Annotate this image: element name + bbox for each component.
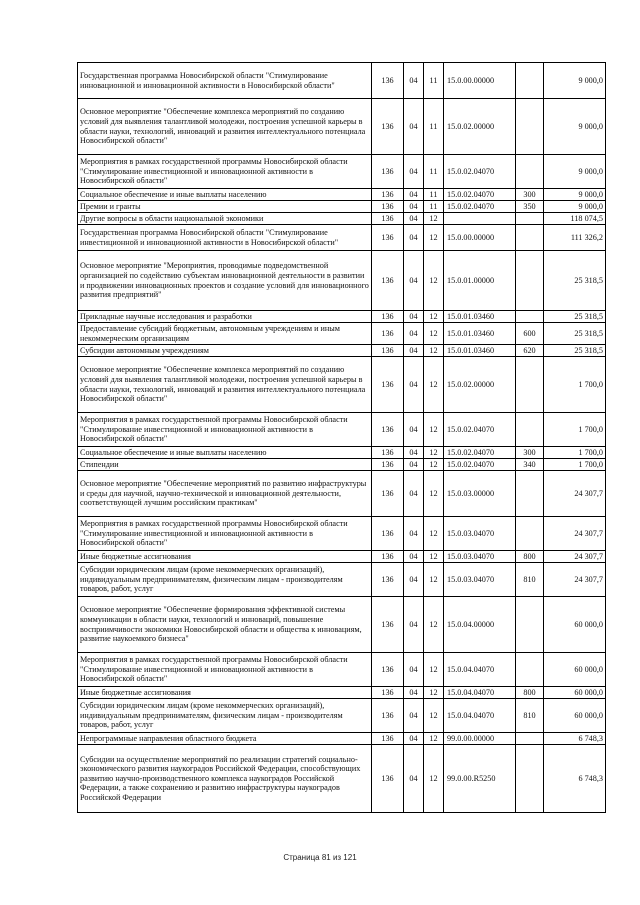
cell-sum: 24 307,7 — [544, 471, 606, 517]
cell-sum: 25 318,5 — [544, 251, 606, 311]
cell-sum: 1 700,0 — [544, 357, 606, 413]
cell-sum: 24 307,7 — [544, 517, 606, 551]
cell-vr: 300 — [516, 189, 544, 201]
cell-csr: 15.0.01.03460 — [444, 345, 516, 357]
cell-vr: 340 — [516, 459, 544, 471]
row-name: Субсидии на осуществление мероприятий по реализации стратегий социально-экономического развития наукоградов Российской Федерации, способствующих развитию научно-производственного комплекса наукоградов Российской Федерации, а также сохранению и развитию инфраструктуры наукоградов Российской Федерации — [78, 745, 372, 813]
cell-pr: 11 — [424, 189, 444, 201]
cell-rz: 04 — [404, 699, 424, 733]
cell-ved: 136 — [372, 413, 404, 447]
cell-sum: 25 318,5 — [544, 323, 606, 345]
cell-sum: 1 700,0 — [544, 447, 606, 459]
cell-vr: 350 — [516, 201, 544, 213]
cell-ved: 136 — [372, 653, 404, 687]
cell-rz: 04 — [404, 687, 424, 699]
cell-rz: 04 — [404, 201, 424, 213]
cell-ved: 136 — [372, 517, 404, 551]
table-row — [78, 745, 606, 813]
cell-rz: 04 — [404, 213, 424, 225]
cell-ved: 136 — [372, 699, 404, 733]
cell-rz: 04 — [404, 63, 424, 99]
cell-ved: 136 — [372, 311, 404, 323]
cell-vr — [516, 63, 544, 99]
row-name: Мероприятия в рамках государственной программы Новосибирской области "Стимулирование инвестиционной и инновационной активности в Новосибирской области" — [78, 653, 372, 687]
cell-vr — [516, 213, 544, 225]
row-name: Иные бюджетные ассигнования — [78, 687, 372, 699]
cell-sum: 60 000,0 — [544, 687, 606, 699]
cell-csr: 15.0.00.00000 — [444, 63, 516, 99]
cell-vr — [516, 225, 544, 251]
cell-pr: 12 — [424, 699, 444, 733]
cell-vr: 620 — [516, 345, 544, 357]
cell-sum: 24 307,7 — [544, 551, 606, 563]
cell-pr: 12 — [424, 345, 444, 357]
cell-sum: 9 000,0 — [544, 201, 606, 213]
cell-pr: 12 — [424, 213, 444, 225]
table-row — [78, 323, 606, 345]
cell-rz: 04 — [404, 323, 424, 345]
cell-ved: 136 — [372, 563, 404, 597]
row-name: Основное мероприятие "Обеспечение формирования эффективной системы коммуникации в области науки, технологий и инноваций, повышение восприимчивости экономики Новосибирской области и общества к инновациям, развитие наукоемкого бизнеса" — [78, 597, 372, 653]
cell-ved: 136 — [372, 551, 404, 563]
cell-csr — [444, 213, 516, 225]
cell-csr: 15.0.01.03460 — [444, 323, 516, 345]
cell-vr: 600 — [516, 323, 544, 345]
table-row — [78, 687, 606, 699]
budget-table — [77, 62, 606, 813]
cell-pr: 11 — [424, 201, 444, 213]
cell-ved: 136 — [372, 357, 404, 413]
row-name: Премии и гранты — [78, 201, 372, 213]
table-row — [78, 471, 606, 517]
cell-csr: 15.0.03.04070 — [444, 563, 516, 597]
table-row — [78, 699, 606, 733]
cell-vr — [516, 745, 544, 813]
cell-sum: 6 748,3 — [544, 733, 606, 745]
cell-pr: 12 — [424, 459, 444, 471]
cell-csr: 15.0.04.04070 — [444, 699, 516, 733]
cell-csr: 15.0.02.00000 — [444, 99, 516, 155]
cell-csr: 15.0.02.04070 — [444, 447, 516, 459]
cell-csr: 15.0.02.04070 — [444, 413, 516, 447]
row-name: Субсидии юридическим лицам (кроме некоммерческих организаций), индивидуальным предпринимателям, физическим лицам - производителям товаров, работ, услуг — [78, 563, 372, 597]
cell-rz: 04 — [404, 597, 424, 653]
table-row — [78, 597, 606, 653]
cell-rz: 04 — [404, 745, 424, 813]
cell-rz: 04 — [404, 99, 424, 155]
cell-rz: 04 — [404, 471, 424, 517]
cell-ved: 136 — [372, 99, 404, 155]
cell-ved: 136 — [372, 459, 404, 471]
cell-ved: 136 — [372, 189, 404, 201]
table-row — [78, 357, 606, 413]
row-name: Социальное обеспечение и иные выплаты населению — [78, 189, 372, 201]
cell-ved: 136 — [372, 251, 404, 311]
table-row — [78, 459, 606, 471]
cell-vr — [516, 517, 544, 551]
cell-pr: 11 — [424, 63, 444, 99]
cell-csr: 99.0.00.R5250 — [444, 745, 516, 813]
cell-vr — [516, 733, 544, 745]
cell-csr: 15.0.02.04070 — [444, 459, 516, 471]
cell-ved: 136 — [372, 201, 404, 213]
table-row — [78, 551, 606, 563]
row-name: Стипендии — [78, 459, 372, 471]
cell-csr: 15.0.04.00000 — [444, 597, 516, 653]
cell-vr — [516, 471, 544, 517]
cell-csr: 15.0.03.04070 — [444, 551, 516, 563]
table-row — [78, 345, 606, 357]
cell-sum: 9 000,0 — [544, 189, 606, 201]
cell-pr: 12 — [424, 413, 444, 447]
cell-sum: 1 700,0 — [544, 459, 606, 471]
cell-ved: 136 — [372, 345, 404, 357]
row-name: Основное мероприятие "Обеспечение мероприятий по развитию инфраструктуры и среды для научной, научно-технической и инновационной деятельности, соответствующей лучшим российским практикам" — [78, 471, 372, 517]
table-row — [78, 447, 606, 459]
row-name: Иные бюджетные ассигнования — [78, 551, 372, 563]
cell-pr: 12 — [424, 517, 444, 551]
table-row — [78, 311, 606, 323]
cell-csr: 15.0.02.04070 — [444, 201, 516, 213]
cell-ved: 136 — [372, 447, 404, 459]
table-row — [78, 189, 606, 201]
cell-ved: 136 — [372, 687, 404, 699]
row-name: Другие вопросы в области национальной экономики — [78, 213, 372, 225]
cell-sum: 6 748,3 — [544, 745, 606, 813]
cell-pr: 12 — [424, 745, 444, 813]
row-name: Непрограммные направления областного бюджета — [78, 733, 372, 745]
table-row — [78, 225, 606, 251]
cell-ved: 136 — [372, 225, 404, 251]
cell-vr: 810 — [516, 699, 544, 733]
row-name: Мероприятия в рамках государственной программы Новосибирской области "Стимулирование инвестиционной и инновационной активности в Новосибирской области" — [78, 517, 372, 551]
row-name: Социальное обеспечение и иные выплаты населению — [78, 447, 372, 459]
cell-rz: 04 — [404, 447, 424, 459]
cell-ved: 136 — [372, 155, 404, 189]
table-row — [78, 63, 606, 99]
cell-csr: 15.0.00.00000 — [444, 225, 516, 251]
cell-vr — [516, 251, 544, 311]
cell-ved: 136 — [372, 597, 404, 653]
cell-pr: 11 — [424, 99, 444, 155]
cell-csr: 15.0.04.04070 — [444, 653, 516, 687]
cell-csr: 15.0.03.00000 — [444, 471, 516, 517]
cell-sum: 25 318,5 — [544, 345, 606, 357]
cell-pr: 12 — [424, 733, 444, 745]
table-row — [78, 733, 606, 745]
cell-sum: 60 000,0 — [544, 653, 606, 687]
cell-sum: 9 000,0 — [544, 63, 606, 99]
cell-vr — [516, 413, 544, 447]
cell-rz: 04 — [404, 155, 424, 189]
cell-rz: 04 — [404, 357, 424, 413]
page-number: Страница 81 из 121 — [283, 853, 357, 862]
cell-rz: 04 — [404, 733, 424, 745]
row-name: Предоставление субсидий бюджетным, автономным учреждениям и иным некоммерческим организациям — [78, 323, 372, 345]
cell-sum: 25 318,5 — [544, 311, 606, 323]
cell-sum: 118 074,5 — [544, 213, 606, 225]
cell-vr — [516, 99, 544, 155]
cell-rz: 04 — [404, 311, 424, 323]
cell-vr — [516, 357, 544, 413]
cell-rz: 04 — [404, 563, 424, 597]
cell-ved: 136 — [372, 323, 404, 345]
table-row — [78, 251, 606, 311]
cell-ved: 136 — [372, 745, 404, 813]
cell-vr — [516, 311, 544, 323]
row-name: Мероприятия в рамках государственной программы Новосибирской области "Стимулирование инвестиционной и инновационной активности в Новосибирской области" — [78, 413, 372, 447]
cell-ved: 136 — [372, 471, 404, 517]
cell-pr: 11 — [424, 155, 444, 189]
cell-pr: 12 — [424, 653, 444, 687]
cell-ved: 136 — [372, 213, 404, 225]
cell-pr: 12 — [424, 251, 444, 311]
table-row — [78, 99, 606, 155]
cell-csr: 15.0.01.03460 — [444, 311, 516, 323]
cell-pr: 12 — [424, 687, 444, 699]
table-row — [78, 201, 606, 213]
cell-sum: 60 000,0 — [544, 699, 606, 733]
row-name: Субсидии автономным учреждениям — [78, 345, 372, 357]
cell-csr: 15.0.04.04070 — [444, 687, 516, 699]
cell-sum: 1 700,0 — [544, 413, 606, 447]
cell-pr: 12 — [424, 563, 444, 597]
cell-rz: 04 — [404, 517, 424, 551]
cell-pr: 12 — [424, 447, 444, 459]
row-name: Прикладные научные исследования и разработки — [78, 311, 372, 323]
table-row — [78, 563, 606, 597]
cell-rz: 04 — [404, 413, 424, 447]
cell-sum: 60 000,0 — [544, 597, 606, 653]
cell-csr: 15.0.02.04070 — [444, 189, 516, 201]
cell-rz: 04 — [404, 653, 424, 687]
cell-csr: 15.0.03.04070 — [444, 517, 516, 551]
cell-sum: 24 307,7 — [544, 563, 606, 597]
cell-rz: 04 — [404, 345, 424, 357]
cell-vr: 800 — [516, 687, 544, 699]
cell-pr: 12 — [424, 225, 444, 251]
cell-pr: 12 — [424, 551, 444, 563]
cell-ved: 136 — [372, 733, 404, 745]
table-row — [78, 517, 606, 551]
row-name: Основное мероприятие "Обеспечение комплекса мероприятий по созданию условий для выявления талантливой молодежи, построения успешной карьеры в области науки, технологий, инноваций и развития интеллектуального потенциала Новосибирской области" — [78, 357, 372, 413]
cell-pr: 12 — [424, 597, 444, 653]
cell-sum: 9 000,0 — [544, 155, 606, 189]
cell-ved: 136 — [372, 63, 404, 99]
row-name: Государственная программа Новосибирской области "Стимулирование инновационной и инновационной активности в Новосибирской области" — [78, 63, 372, 99]
row-name: Мероприятия в рамках государственной программы Новосибирской области "Стимулирование инвестиционной и инновационной активности в Новосибирской области" — [78, 155, 372, 189]
cell-rz: 04 — [404, 225, 424, 251]
cell-rz: 04 — [404, 459, 424, 471]
row-name: Основное мероприятие "Обеспечение комплекса мероприятий по созданию условий для выявления талантливой молодежи, построения успешной карьеры в области науки, технологий, инноваций и развития интеллектуального потенциала Новосибирской области" — [78, 99, 372, 155]
cell-vr — [516, 653, 544, 687]
cell-csr: 15.0.02.00000 — [444, 357, 516, 413]
cell-vr: 800 — [516, 551, 544, 563]
cell-vr — [516, 155, 544, 189]
cell-csr: 15.0.02.04070 — [444, 155, 516, 189]
cell-vr — [516, 597, 544, 653]
cell-rz: 04 — [404, 551, 424, 563]
table-body — [78, 63, 606, 813]
cell-pr: 12 — [424, 311, 444, 323]
cell-sum: 9 000,0 — [544, 99, 606, 155]
cell-pr: 12 — [424, 357, 444, 413]
table-row — [78, 155, 606, 189]
cell-rz: 04 — [404, 251, 424, 311]
row-name: Государственная программа Новосибирской области "Стимулирование инвестиционной и инновационной активности в Новосибирской области" — [78, 225, 372, 251]
cell-pr: 12 — [424, 471, 444, 517]
row-name: Основное мероприятие "Мероприятия, проводимые подведомственной организацией по содействию субъектам инновационной деятельности в развитии и продвижении инновационных проектов и создание условий для инновационного развития предприятий" — [78, 251, 372, 311]
cell-rz: 04 — [404, 189, 424, 201]
cell-vr: 810 — [516, 563, 544, 597]
cell-vr: 300 — [516, 447, 544, 459]
cell-csr: 15.0.01.00000 — [444, 251, 516, 311]
cell-pr: 12 — [424, 323, 444, 345]
table-row — [78, 413, 606, 447]
table-row — [78, 213, 606, 225]
cell-csr: 99.0.00.00000 — [444, 733, 516, 745]
row-name: Субсидии юридическим лицам (кроме некоммерческих организаций), индивидуальным предпринимателям, физическим лицам - производителям товаров, работ, услуг — [78, 699, 372, 733]
table-row — [78, 653, 606, 687]
cell-sum: 111 326,2 — [544, 225, 606, 251]
